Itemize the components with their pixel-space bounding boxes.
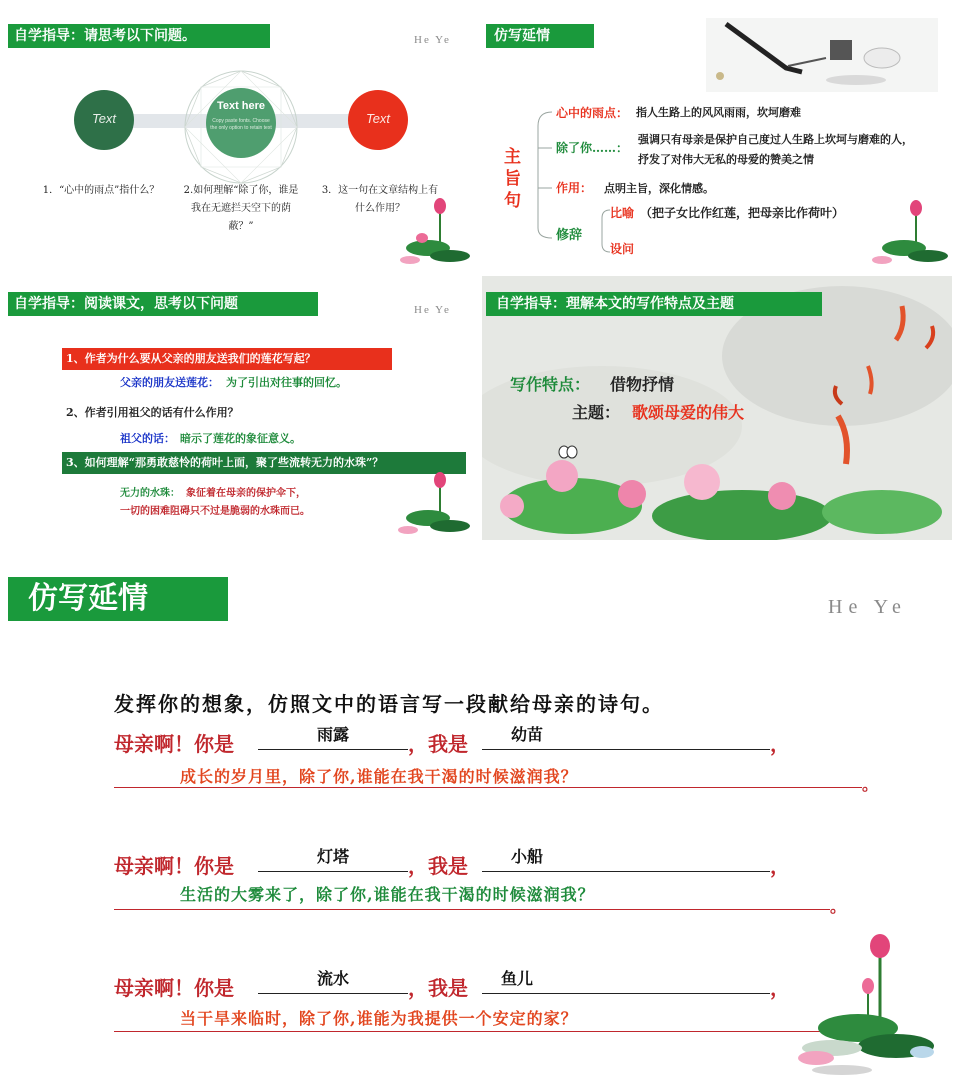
stanza-mid: ，我是 [408, 976, 468, 1000]
blank-2-fill: 鱼儿 [500, 969, 533, 988]
stanza-lead: 母亲啊！你是 [114, 854, 234, 878]
stanza-line2: 当干旱来临时，除了你,谁能为我提供一个安定的家？ [180, 1009, 578, 1028]
koi-fish-icon [822, 296, 948, 476]
right-circle-label: Text [365, 111, 391, 126]
row1-text: 指人生路上的风风雨雨，坎坷磨难 [636, 106, 801, 119]
slide-header: 自学指导：理解本文的写作特点及主题 [486, 292, 822, 316]
row3-text: 点明主旨，深化情感。 [604, 182, 714, 195]
row4-label: 修辞 [556, 228, 583, 243]
watermark-text: He Ye [414, 34, 451, 46]
answer-2-label: 祖父的话： [120, 432, 175, 445]
center-circle-sub: Copy paste fonts. Choose the only option to retain text [210, 118, 272, 131]
feature-value: 借物抒情 [610, 375, 675, 394]
blank-1-fill: 流水 [316, 969, 349, 988]
answer-3-text-2: 一切的困难阻碍只不过是脆弱的水珠而已。 [120, 506, 310, 517]
row3-label: 作用： [556, 181, 593, 195]
main-slide [0, 556, 960, 1084]
question-2: 2.如何理解“除了你，谁是我在无遮拦天空下的荫蔽？” [183, 185, 299, 232]
slide-thumb-1[interactable] [0, 0, 478, 272]
slide-header: 仿写延情 [486, 24, 594, 48]
stanza-tail: ， [770, 854, 790, 878]
stanza-tail: ， [770, 976, 790, 1000]
answer-1-label: 父亲的朋友送莲花： [120, 376, 219, 389]
stanza-mid: ，我是 [408, 732, 468, 756]
butterfly-icon [558, 444, 578, 460]
theme-value: 歌颂母爱的伟大 [632, 403, 745, 422]
feature-label: 写作特点： [510, 375, 591, 394]
main-watermark: He Ye [828, 596, 907, 618]
question-1: 1．“心中的雨点”指什么？ [42, 185, 160, 196]
slide-header: 自学指导：阅读课文，思考以下问题 [8, 292, 318, 316]
slide-thumb-2[interactable] [482, 0, 960, 272]
answer-3-label: 无力的水珠： [120, 488, 180, 499]
row2-label: 除了你……： [556, 141, 629, 155]
answer-1-text: 为了引出对往事的回忆。 [226, 376, 347, 389]
ink-brush-icon [706, 18, 938, 92]
blank-1-fill: 灯塔 [316, 847, 349, 866]
row4a-text: （把子女比作红莲，把母亲比作荷叶） [640, 206, 845, 220]
row4a-label: 比喻 [610, 206, 635, 220]
question-1-bar: 1、作者为什么要从父亲的朋友送我们的莲花写起？ [62, 348, 392, 370]
stanza-line2: 成长的岁月里，除了你,谁能在我干渴的时候滋润我？ [180, 767, 578, 786]
center-circle-title: Text here [216, 100, 266, 112]
lotus-decoration-icon [862, 196, 952, 270]
stanza-lead: 母亲啊！你是 [114, 732, 234, 756]
lotus-decoration-icon [390, 470, 474, 538]
slide-thumb-4[interactable] [482, 276, 952, 540]
stanza-end: 。 [830, 897, 847, 916]
stanza-mid: ，我是 [408, 854, 468, 878]
question-2: 2、作者引用祖父的话有什么作用？ [66, 406, 239, 419]
theme-label: 主题： [572, 403, 621, 422]
answer-3-text: 象征着在母亲的保护伞下， [186, 488, 306, 499]
row1-label: 心中的雨点： [556, 106, 629, 120]
side-label: 主旨句 [504, 147, 521, 211]
row4b-label: 设问 [610, 242, 635, 256]
main-header: 仿写延情 [8, 577, 228, 621]
watermark-text: He Ye [414, 304, 451, 316]
stanza-end: 。 [862, 775, 879, 794]
left-circle-label: Text [91, 111, 117, 126]
answer-2-text: 暗示了莲花的象征意义。 [180, 432, 301, 445]
stanza-lead: 母亲啊！你是 [114, 976, 234, 1000]
blank-2-fill: 小船 [510, 847, 543, 866]
stanza-line2: 生活的大雾来了，除了你,谁能在我干渴的时候滋润我？ [180, 885, 595, 904]
blank-2-fill: 幼苗 [510, 725, 543, 744]
question-3-bar: 3、如何理解“那勇敢慈怜的荷叶上面，聚了些流转无力的水珠”？ [62, 452, 466, 474]
blank-1-fill: 雨露 [316, 725, 349, 744]
question-3: 3．这一句在文章结构上有什么作用？ [321, 185, 439, 214]
lotus-decoration-icon [772, 928, 940, 1080]
stanza-tail: ， [770, 732, 790, 756]
slide-header: 自学指导：请思考以下问题。 [8, 24, 270, 48]
main-prompt: 发挥你的想象，仿照文中的语言写一段献给母亲的诗句。 [114, 692, 664, 716]
row2-text: 强调只有母亲是保护自己度过人生路上坎坷与磨难的人，抒发了对伟大无私的母爱的赞美之情 [638, 133, 913, 166]
lotus-decoration-icon [388, 196, 474, 270]
slide-thumb-3[interactable] [0, 276, 478, 540]
